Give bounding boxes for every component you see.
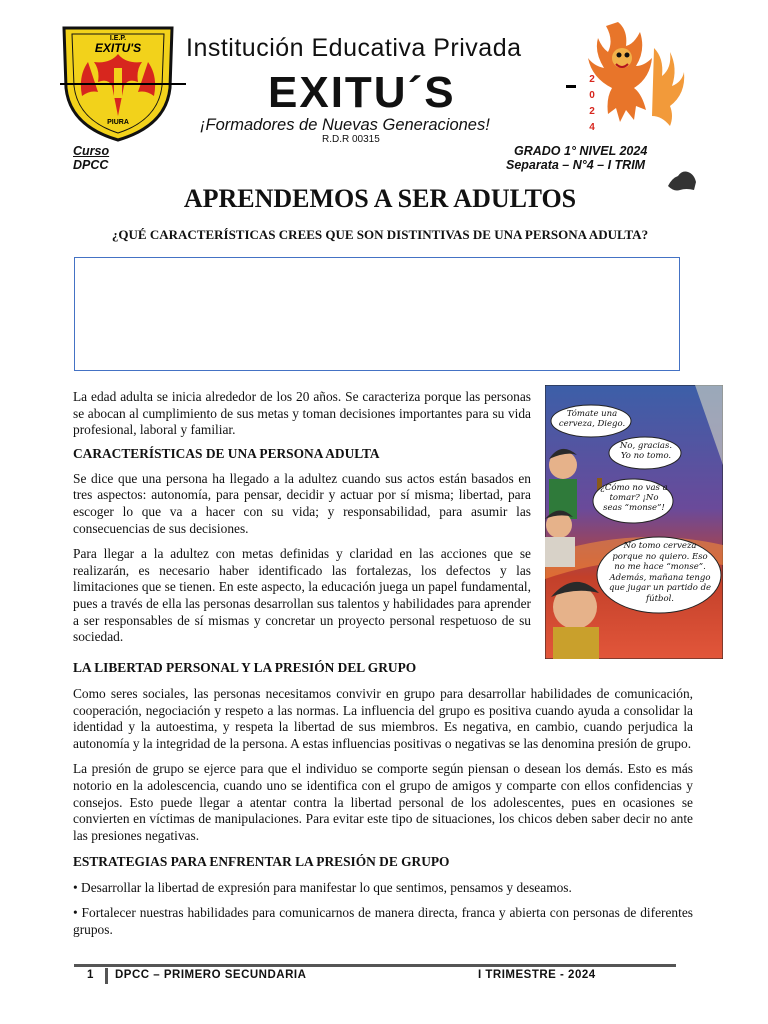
page-title: APRENDEMOS A SER ADULTOS — [183, 184, 577, 213]
section-heading-freedom: LA LIBERTAD PERSONAL Y LA PRESIÓN DEL GRUPO — [73, 660, 417, 675]
school-brand: EXITU´S — [268, 68, 456, 117]
peer-pressure-paragraph: La presión de grupo se ejerce para que el individuo se comporte según piensan o desean los demás. Esto es más notorio en la adolescencia, cuando uno se identifica con el grupo de amigos y comparte con ellos confidencias y consejos. Esto puede llegar a atentar contra la libertad personal de los adolescentes, pues en ocasiones se convierten en víctimas de manipulaciones. Para evitar este tipo de situaciones, los chicos deben saber decir no ante las presiones negativas. — [73, 761, 693, 843]
comic-bubble-3: ¿Cómo no vas a tomar? ¡No seas “monse”! — [600, 483, 668, 513]
header-rule-right — [566, 85, 576, 88]
footer-separator — [105, 968, 108, 984]
left-column — [73, 389, 531, 646]
adulthood-paragraph: Para llegar a la adultez con metas definidas y claridad en las acciones que se realizarán, es necesario haber identificado las fortalezas, los defectos y las limitaciones que se tienen. En este aspecto, la educación juega un papel fundamental, pues a través de ella las personas desarrollan sus talentos y habilidades para aprender a ser responsables de sí mismas y concretar un proyecto personal respetuoso de su sociedad. — [73, 546, 531, 645]
school-name: Institución Educativa Privada — [186, 34, 522, 62]
grade-level: GRADO 1° NIVEL 2024 — [514, 144, 648, 158]
year-digit-3: 2 — [589, 106, 595, 117]
comic-illustration — [545, 385, 723, 659]
year-digit-2: 0 — [589, 90, 595, 101]
answer-box[interactable] — [74, 257, 680, 371]
course-label: Curso — [73, 144, 110, 158]
year-digit-4: 4 — [589, 122, 595, 133]
course-name: DPCC — [73, 158, 109, 172]
resolution-number: R.D.R 00315 — [322, 134, 380, 145]
header-rule-left — [60, 83, 186, 85]
shield-top-text: I.E.P. — [109, 35, 127, 42]
year-digit-1: 2 — [589, 74, 595, 85]
section-heading-characteristics: CARACTERÍSTICAS DE UNA PERSONA ADULTA — [73, 445, 380, 461]
comic-bubble-4: No tomo cerveza porque no quiero. Eso no me hace “monse”. Además, mañana tengo que jugar un partido de fútbol. — [608, 541, 712, 604]
section-heading-strategies: ESTRATEGIAS PARA ENFRENTAR LA PRESIÓN DE GRUPO — [73, 854, 450, 870]
comic-bubble-1: Tómate una cerveza, Diego. — [558, 409, 626, 429]
question-heading: ¿QUÉ CARACTERÍSTICAS CREES QUE SON DISTINTIVAS DE UNA PERSONA ADULTA? — [111, 227, 649, 242]
school-shield-logo — [58, 18, 178, 144]
footer-rule — [74, 964, 676, 967]
shield-name-text: EXITU'S — [94, 41, 142, 55]
intro-paragraph: La edad adulta se inicia alrededor de los 20 años. Se caracteriza porque las personas se abocan al cumplimiento de sus metas y toman decisiones importantes para su vida profesional, laboral y familiar. — [73, 389, 531, 438]
comic-bubble-2: No, gracias. Yo no tomo. — [619, 441, 673, 461]
shield-city-text: PIURA — [107, 119, 129, 126]
strategy-bullet-1: • Desarrollar la libertad de expresión para manifestar lo que sentimos, pensamos y deseamos. — [73, 880, 572, 896]
characteristics-paragraph: Se dice que una persona ha llegado a la adultez cuando sus actos están basados en tres aspectos: autonomía, para pensar, decidir y actuar por sí misma; libertad, para escoger lo que va a hacer con su vida; y responsabilidad, para asumir las consecuencias de sus decisiones. — [73, 470, 531, 536]
strategy-bullet-2: • Fortalecer nuestras habilidades para comunicarnos de manera directa, franca y abierta con personas de diferentes grupos. — [73, 904, 693, 937]
phoenix-mascot-image — [576, 18, 686, 146]
social-paragraph: Como seres sociales, las personas necesitamos convivir en grupo para desarrollar habilidades de comunicación, cooperación, negociación y respeto a las normas. La influencia del grupo es positiva cuando ayuda a consolidar la identidad y la autoestima, y respeta la libertad de sus miembros. Es negativa, en cambio, cuando perjudica la autonomía y la integridad de la persona. A estas influencias positivas o negativas se las denomina presión de grupo. — [73, 686, 693, 751]
full-width-column — [73, 660, 693, 938]
footer-course: DPCC – PRIMERO SECUNDARIA — [115, 969, 307, 981]
school-slogan: ¡Formadores de Nuevas Generaciones! — [200, 116, 490, 134]
separata-number: Separata – N°4 – I TRIM — [506, 158, 646, 172]
footer-page-number: 1 — [87, 969, 94, 981]
footer-term: I TRIMESTRE - 2024 — [478, 969, 596, 981]
